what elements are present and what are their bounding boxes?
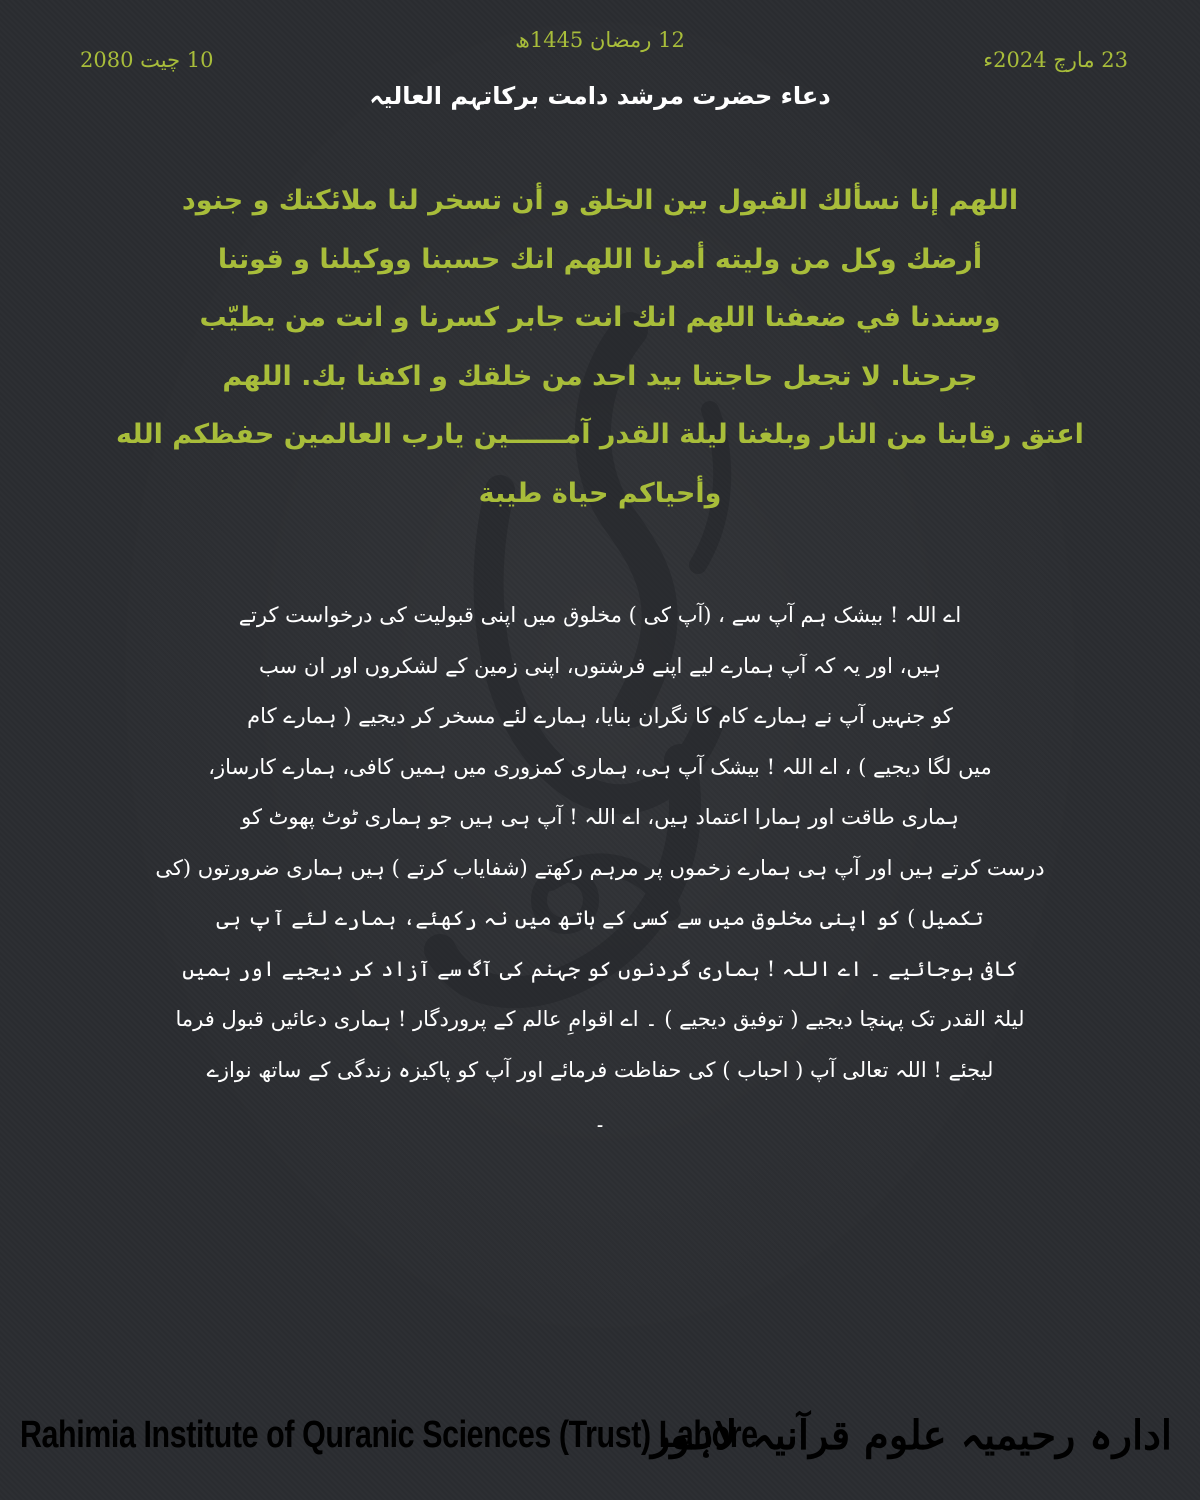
dua-line: اعتق رقابنا من النار وبلغنا ليلة القدر آمــــــين يارب العالمين حفظكم الله [116,419,1084,450]
translation-line: اے اللہ ! بیشک ہم آپ سے ، (آپ کی ) مخلوق میں اپنی قبولیت کی درخواست کرتے [238,603,962,627]
translation-line: ہماری طاقت اور ہمارا اعتماد ہیں، اے اللہ ! آپ ہی ہیں جو ہماری ٹوٹ پھوٹ کو [241,805,959,829]
hijri-date: 12 رمضان 1445ھ [515,28,685,52]
urdu-translation [120,590,1080,1146]
dua-line: أرضك وكل من وليته أمرنا اللهم انك حسبنا ووكيلنا و قوتنا [217,243,983,275]
translation-line: تکمیل ) کو اپنی مخلوق میں سے کسی کے ہاتھ میں نہ رکھئے، ہمارے لئے آپ ہی [216,906,984,930]
dua-line: وأحياكم حياة طيبة [478,477,722,509]
institute-name-english: Rahimia Institute of Quranic Sciences (Trust) Lahore [20,1414,758,1456]
bikrami-date: 10 چیت 2080 [80,48,214,72]
translation-line: لیلۃ القدر تک پہنچا دیجیے ( توفیق دیجیے ) ۔ اے اقوامِ عالم کے پروردگار ! ہماری دعائیں قبول فرما [175,1007,1025,1031]
translation-line: ۔ [593,1108,607,1132]
page-title: دعاء حضرت مرشد دامت برکاتہم العالیہ [369,82,831,110]
translation-line: کو جنہیں آپ نے ہمارے کام کا نگران بنایا، ہمارے لئے مسخر کر دیجیے ( ہمارے کام [247,704,953,728]
translation-line: میں لگا دیجیے ) ، اے اللہ ! بیشک آپ ہی، ہماری کمزوری میں ہمیں کافی، ہمارے کارساز، [208,754,992,779]
translation-line: کافی ہوجائیے ۔ اے اللہ ! ہماری گردنوں کو جہنم کی آگ سے آزاد کر دیجیے اور ہمیں [182,956,1018,981]
dua-line: وسندنا في ضعفنا اللهم انك انت جابر كسرنا و انت من يطيّب [199,302,1001,333]
translation-line: ہیں، اور یہ کہ آپ ہمارے لیے اپنے فرشتوں، اپنی زمین کے لشکروں اور ان سب [259,653,941,678]
translation-line: لیجئے ! اللہ تعالی آپ ( احباب ) کی حفاظت فرمائے اور آپ کو پاکیزہ زندگی کے ساتھ نوازے [206,1057,994,1082]
translation-line: درست کرتے ہیں اور آپ ہی ہمارے زخموں پر مرہم رکھتے (شفایاب کرتے ) ہیں ہماری ضرورتوں (کی [155,855,1045,880]
arabic-dua [90,172,1110,523]
dua-line: جرحنا. لا تجعل حاجتنا بيد احد من خلقك و اكفنا بك. اللهم [222,360,978,392]
dua-line: اللهم إنا نسألك القبول بين الخلق و أن تسخر لنا ملائكتك و جنود [181,185,1019,216]
institute-name-urdu: ادارہ رحیمیہ علوم قرآنیہ لاہور [651,1412,1172,1459]
gregorian-date: 23 مارچ 2024ء [983,48,1128,72]
institute-footer [20,1408,1172,1480]
